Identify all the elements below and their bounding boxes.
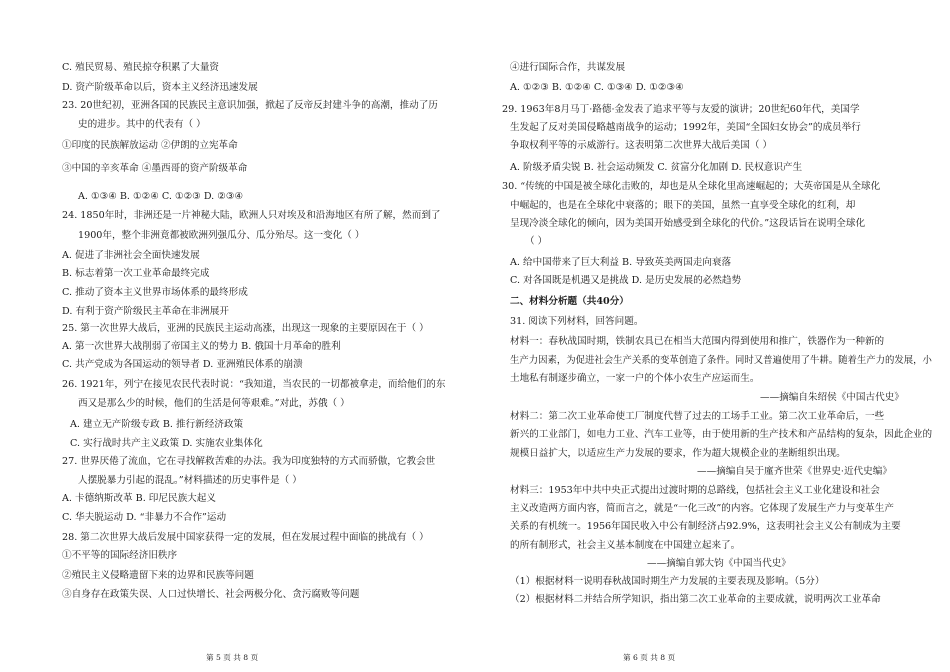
question-28-stem: 28. 第二次世界大战后发展中国家获得一定的发展，但在发展过程中面临的挑战有（ ） — [62, 532, 429, 543]
question-26-stem: 西又是那么少的时候，他们的生活是何等艰难。”对此，苏俄（ ） — [78, 398, 350, 409]
option-line: D. 有利于资产阶级民主革命在非洲展开 — [62, 306, 229, 317]
question-29-stem: 争取权利平等的示威游行。这表明第二次世界大战后美国（ ） — [510, 140, 773, 151]
material-line: 生产力因素，为促进社会生产关系的变革创造了条件。同时又普遍使用了牛耕。随着生产力的发展，小 — [510, 355, 932, 366]
options-line: A. 卡德纳斯改革 B. 印尼民族大起义 — [62, 493, 216, 504]
question-24-stem: 24. 1850年时，非洲还是一片神秘大陆，欧洲人只对埃及和沿海地区有所了解，然而到了 — [62, 210, 441, 221]
section-heading: 二、材料分析题（共40分） — [510, 296, 629, 307]
question-30-stem: 30. “传统的中国是被全球化击败的，却也是从全球化里高速崛起的；大英帝国是从全球化 — [502, 181, 881, 192]
page-footer: 第 6 页 共 8 页 — [623, 653, 676, 662]
options-line: C. 共产党成为各国运动的领导者 D. 亚洲殖民体系的崩溃 — [62, 359, 303, 370]
source-citation: ——摘编自吴于廑齐世荣《世界史·近代史编》 — [697, 466, 892, 477]
item-line: ②殖民主义侵略遗留下来的边界和民族等问题 — [62, 570, 254, 581]
material-line: 主义改造两方面内容，简而言之，就是“一化三改”的内容。它体现了发展生产力与变革生产 — [510, 503, 894, 514]
material-line: 土地私有制逐步确立，一家一户的个体小农生产应运而生。 — [510, 373, 760, 384]
option-line: D. 资产阶级革命以后，资本主义经济迅速发展 — [62, 82, 258, 93]
material-line: 的所有制形式，社会主义基本制度在中国建立起来了。 — [510, 540, 741, 551]
page-6 — [475, 0, 950, 672]
material-line: 材料二：第二次工业革命使工厂制度代替了过去的工场手工业。第二次工业革命后，一些 — [510, 411, 885, 422]
item-line: ③自身存在政策失误、人口过快增长、社会两极分化、贪污腐败等问题 — [62, 589, 360, 600]
item-line: ③中国的辛亥革命 ④墨西哥的资产阶级革命 — [62, 163, 248, 174]
options-line: C. 实行战时共产主义政策 D. 实施农业集体化 — [70, 438, 263, 449]
material-line: 新兴的工业部门，如电力工业、汽车工业等，由于使用新的生产技术和产品结构的复杂，因此企业的 — [510, 429, 933, 440]
question-23-stem: 23. 20世纪初，亚洲各国的民族民主意识加强，掀起了反帝反封建斗争的高潮，推动了历 — [62, 100, 438, 111]
item-line: ①印度的民族解放运动 ②伊朗的立宪革命 — [62, 140, 238, 151]
item-line: ①不平等的国际经济旧秩序 — [62, 550, 178, 561]
page-footer: 第 5 页 共 8 页 — [206, 653, 259, 662]
question-27-stem: 人摆脱暴力引起的混乱。”材料描述的历史事件是（ ） — [78, 475, 302, 486]
options-line: A. 给中国带来了巨大利益 B. 导致英美两国走向衰落 — [510, 257, 732, 268]
choices-line: A. ①②③ B. ①②④ C. ①③④ D. ①②③④ — [510, 82, 684, 93]
options-line: C. 华夫脱运动 D. “非暴力不合作”运动 — [62, 512, 227, 523]
question-23-stem: 史的进步。其中的代表有（ ） — [78, 119, 206, 130]
subquestion-line: （2）根据材料二并结合所学知识，指出第二次工业革命的主要成就，说明两次工业革命 — [510, 594, 881, 605]
question-24-stem: 1900年，整个非洲竟都被欧洲列强瓜分、瓜分殆尽。这一变化（ ） — [78, 230, 365, 241]
option-line: C. 殖民贸易、殖民掠夺积累了大量资 — [62, 62, 220, 73]
option-line: B. 标志着第一次工业革命最终完成 — [62, 268, 210, 279]
options-line: A. 建立无产阶级专政 B. 推行新经济政策 — [70, 419, 244, 430]
material-line: 材料三：1953年中共中央正式提出过渡时期的总路线，包括社会主义工业化建设和社会 — [510, 485, 880, 496]
option-line: A. 促进了非洲社会全面快速发展 — [62, 250, 200, 261]
source-citation: ——摘编自郭大钧《中国当代史》 — [647, 558, 791, 569]
option-line: C. 推动了资本主义世界市场体系的最终形成 — [62, 287, 248, 298]
question-27-stem: 27. 世界厌倦了流血，它在寻找解救苦难的办法。我为印度独特的方式而骄傲，它教会世 — [62, 456, 436, 467]
choices-line: A. ①③④ B. ①②④ C. ①②③ D. ②③④ — [78, 191, 244, 202]
question-29-stem: 生发起了反对美国侵略越南战争的运动；1992年，美国“全国妇女协会”的成员举行 — [510, 122, 861, 133]
question-29-stem: 29. 1963年8月马丁·路德·金发表了追求平等与友爱的演讲；20世纪60年代，美国学 — [502, 104, 860, 115]
question-31-stem: 31. 阅读下列材料，回答问题。 — [510, 316, 644, 327]
source-citation: ——摘编自朱绍侯《中国古代史》 — [760, 392, 904, 403]
question-30-stem: 呈现冷淡全球化的倾向，因为美国开始感受到全球化的代价。”这段话旨在说明全球化 — [510, 218, 866, 229]
question-30-stem: 中崛起的，也是在全球化中衰落的；眼下的美国，虽然一直享受全球化的红利，却 — [510, 200, 856, 211]
subquestion-line: （1）根据材料一说明春秋战国时期生产力发展的主要表现及影响。（5分） — [510, 576, 825, 587]
question-25-stem: 25. 第一次世界大战后，亚洲的民族民主运动高涨，出现这一现象的主要原因在于（ ） — [62, 323, 429, 334]
question-30-stem: （ ） — [525, 236, 548, 247]
options-line: A. 阶级矛盾尖锐 B. 社会运动频发 C. 贫富分化加剧 D. 民权意识产生 — [510, 162, 803, 173]
options-line: A. 第一次世界大战削弱了帝国主义的势力 B. 俄国十月革命的胜利 — [62, 341, 341, 352]
options-line: C. 对各国既是机遇又是挑战 D. 是历史发展的必然趋势 — [510, 275, 742, 286]
question-26-stem: 26. 1921年，列宁在接见农民代表时说：“我知道，当农民的一切都被拿走，而给他们的东 — [62, 379, 446, 390]
material-line: 关系的有机统一。1956年国民收入中公有制经济占92.9%，这表明社会主义公有制成为主要 — [510, 521, 901, 532]
item-line: ④进行国际合作，共谋发展 — [510, 62, 626, 73]
material-line: 规模日益扩大，以适应生产力发展的要求，作为超大规模企业的垄断组织出现。 — [510, 448, 846, 459]
material-line: 材料一：春秋战国时期，铁制农具已在相当大范围内得到使用和推广，铁器作为一种新的 — [510, 336, 885, 347]
